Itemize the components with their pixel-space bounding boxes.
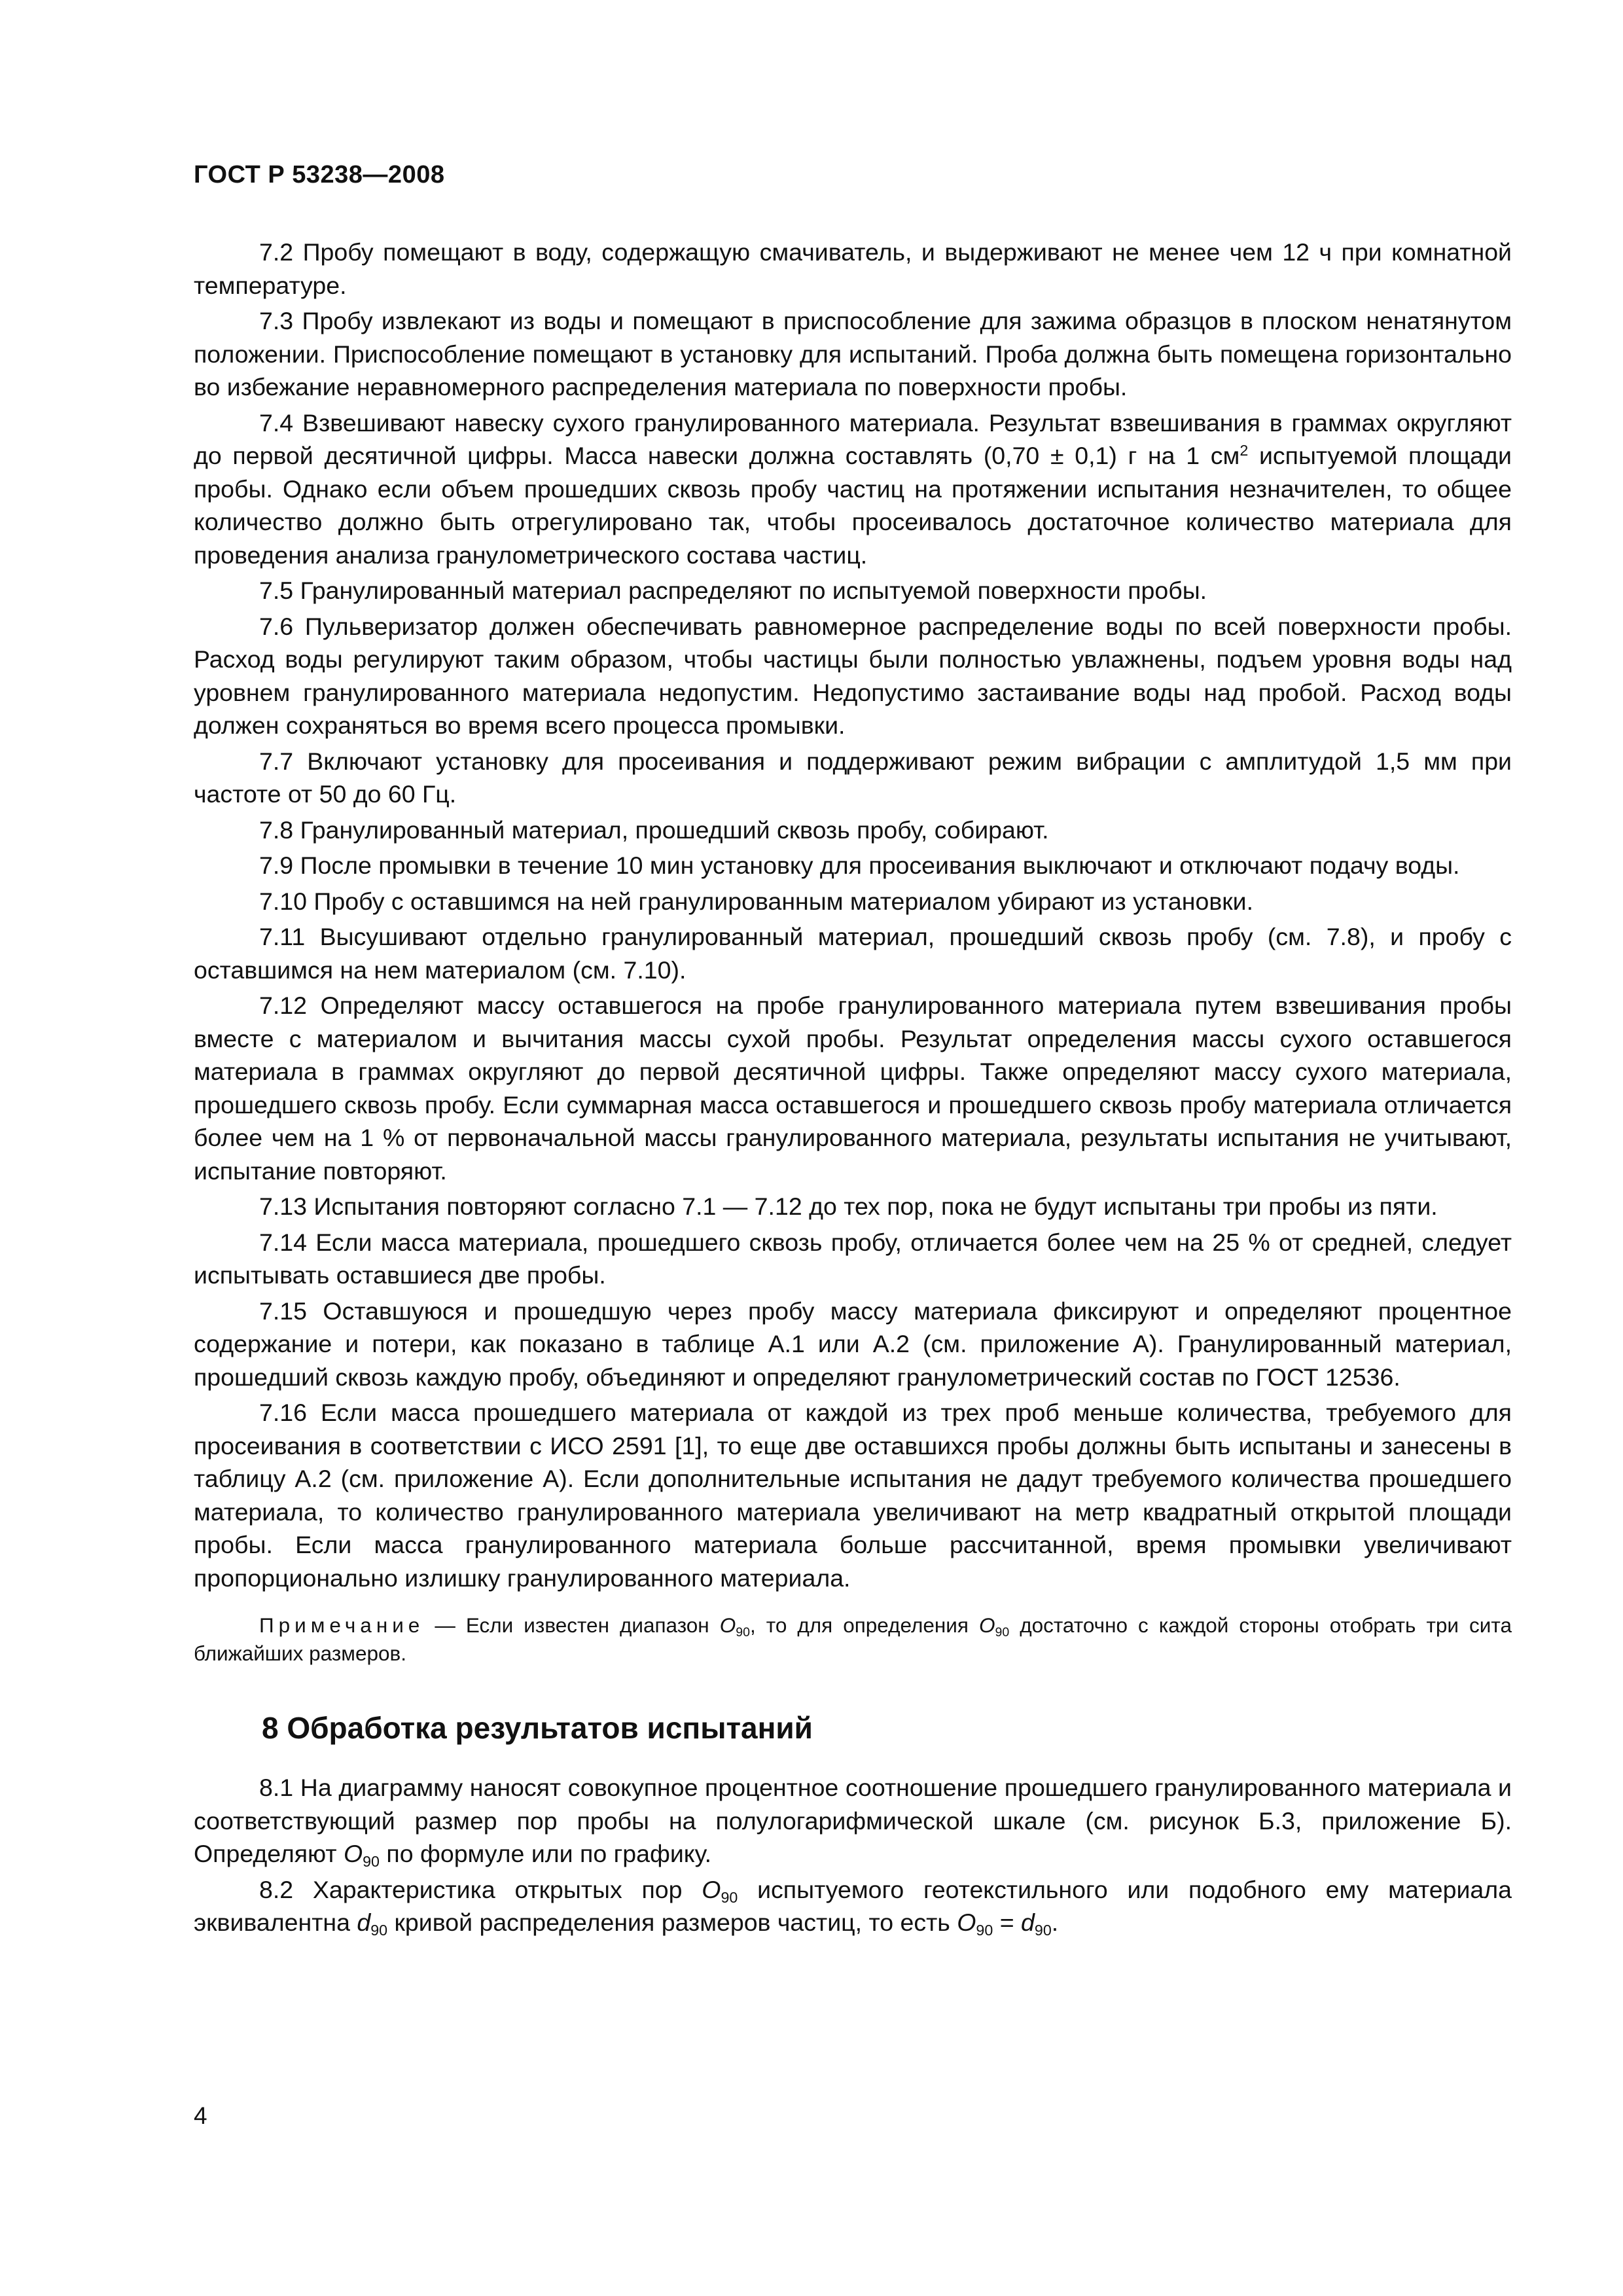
paragraph-7-9: 7.9 После промывки в течение 10 мин установку для просеивания выключают и отключают подачу воды. [259, 852, 1460, 879]
paragraph-7-15: 7.15 Оставшуюся и прошедшую через пробу массу материала фиксируют и определяют процентное содержание и потери, как показано в таблице А.1 или А.2 (см. приложение А). Гранулированный материал, прошедший сквозь каждую пробу, объединяют и определяют гранулометрический состав по ГОСТ 12536. [194, 1297, 1512, 1391]
paragraph-7-2: 7.2 Пробу помещают в воду, содержащую смачиватель, и выдерживают не менее чем 12 ч при комнатной температуре. [194, 238, 1512, 299]
note-label: Примечание [259, 1613, 425, 1637]
paragraph-7-10: 7.10 Пробу с оставшимся на ней гранулированным материалом убирают из установки. [259, 887, 1254, 915]
paragraph-7-4-part1: 7.4 Взвешивают навеску сухого гранулированного материала. Результат взвешивания в граммах округляют до первой десятичной цифры. Масса навески должна составлять (0,70 ± 0,1) г на 1 см [194, 408, 1512, 469]
paragraph-7-6: 7.6 Пульверизатор должен обеспечивать равномерное распределение воды по всей поверхности пробы. Расход воды регулируют таким образом, чтобы частицы были полностью увлажнены, подъем уровня воды над уровнем гранулированного материала недопустим. Недопустимо застаивание воды над пробой. Расход воды должен сохраняться во время всего процесса промывки. [194, 612, 1512, 739]
document-header: ГОСТ Р 53238—2008 [194, 161, 445, 188]
paragraph-7-14: 7.14 Если масса материала, прошедшего сквозь пробу, отличается более чем на 25 % от средней, следует испытывать оставшиеся две пробы. [194, 1228, 1512, 1289]
paragraph-7-16: 7.16 Если масса прошедшего материала от каждой из трех проб меньше количества, требуемого для просеивания в соответствии с ИСО 2591 [1], то еще две оставшихся пробы должны быть испытаны и занесены в таблицу А.2 (см. приложение А). Если дополнительные испытания не дадут требуемого количества прошедшего материала, то количество гранулированного материала увеличивают на метр квадратный открытой площади пробы. Если масса гранулированного материала больше рассчитанной, время промывки увеличивают пропорционально излишку гранулированного материала. [194, 1399, 1512, 1592]
paragraph-7-4-part2: испытуемой площади пробы. Однако если объем прошедших сквозь пробу частиц на протяжении испытания незначителен, то общее количество должно быть отрегулировано так, чтобы просеивалось достаточное количество материала для проведения анализа гранулометрического состава частиц. [194, 442, 1512, 569]
document-body [194, 236, 1512, 1942]
paragraph-7-4 [194, 406, 1512, 572]
paragraph-7-8: 7.8 Гранулированный материал, прошедший сквозь пробу, собирают. [259, 816, 1049, 844]
paragraph-7-11: 7.11 Высушивают отдельно гранулированный материал, прошедший сквозь пробу (см. 7.8), и пробу с оставшимся на нем материалом (см. 7.10). [194, 923, 1512, 984]
paragraph-8-1: 8.1 На диаграмму наносят совокупное процентное соотношение прошедшего гранулированного материала и соответствующий размер пор пробы на полулогарифмической шкале (см. рисунок Б.3, приложение Б). Определяют $O_{90}$ по формуле или по графику. [194, 1774, 1512, 1870]
superscript: 2 [1240, 442, 1249, 459]
paragraph-7-12: 7.12 Определяют массу оставшегося на пробе гранулированного материала путем взвешивания пробы вместе с материалом и вычитания массы сухой пробы. Результат определения массы сухого оставшегося материала в граммах округляют до первой десятичной цифры. Также определяют массу сухого материала, прошедшего сквозь пробу. Если суммарная масса оставшегося и прошедшего сквозь пробу материала отличается более чем на 1 % от первоначальной массы гранулированного материала, результаты испытания не учитывают, испытание повторяют. [194, 992, 1512, 1185]
paragraph-7-7: 7.7 Включают установку для просеивания и поддерживают режим вибрации с амплитудой 1,5 мм при частоте от 50 до 60 Гц. [194, 747, 1512, 808]
note: Примечание — Если известен диапазон $O_{90}$, то для определения $O_{90}$ достаточно с каждой стороны отобрать три сита ближайших размеров. [194, 1613, 1512, 1665]
page-number: 4 [194, 2102, 207, 2129]
paragraph-7-3: 7.3 Пробу извлекают из воды и помещают в приспособление для зажима образцов в плоском ненатянутом положении. Приспособление помещают в установку для испытаний. Проба должна быть помещена горизонтально во избежание неравномерного распределения материала по поверхности пробы. [194, 307, 1512, 401]
paragraph-7-13: 7.13 Испытания повторяют согласно 7.1 — 7.12 до тех пор, пока не будут испытаны три пробы из пяти. [259, 1193, 1438, 1220]
paragraph-7-5: 7.5 Гранулированный материал распределяют по испытуемой поверхности пробы. [259, 577, 1207, 604]
section-8-heading: 8 Обработка результатов испытаний [262, 1711, 813, 1745]
paragraph-8-2: 8.2 Характеристика открытых пор $O_{90}$ испытуемого геотекстильного или подобного ему материала эквивалентна $d_{90}$ кривой распределения размеров частиц, то есть $O_{90} = d_{90}$. [194, 1875, 1512, 1939]
